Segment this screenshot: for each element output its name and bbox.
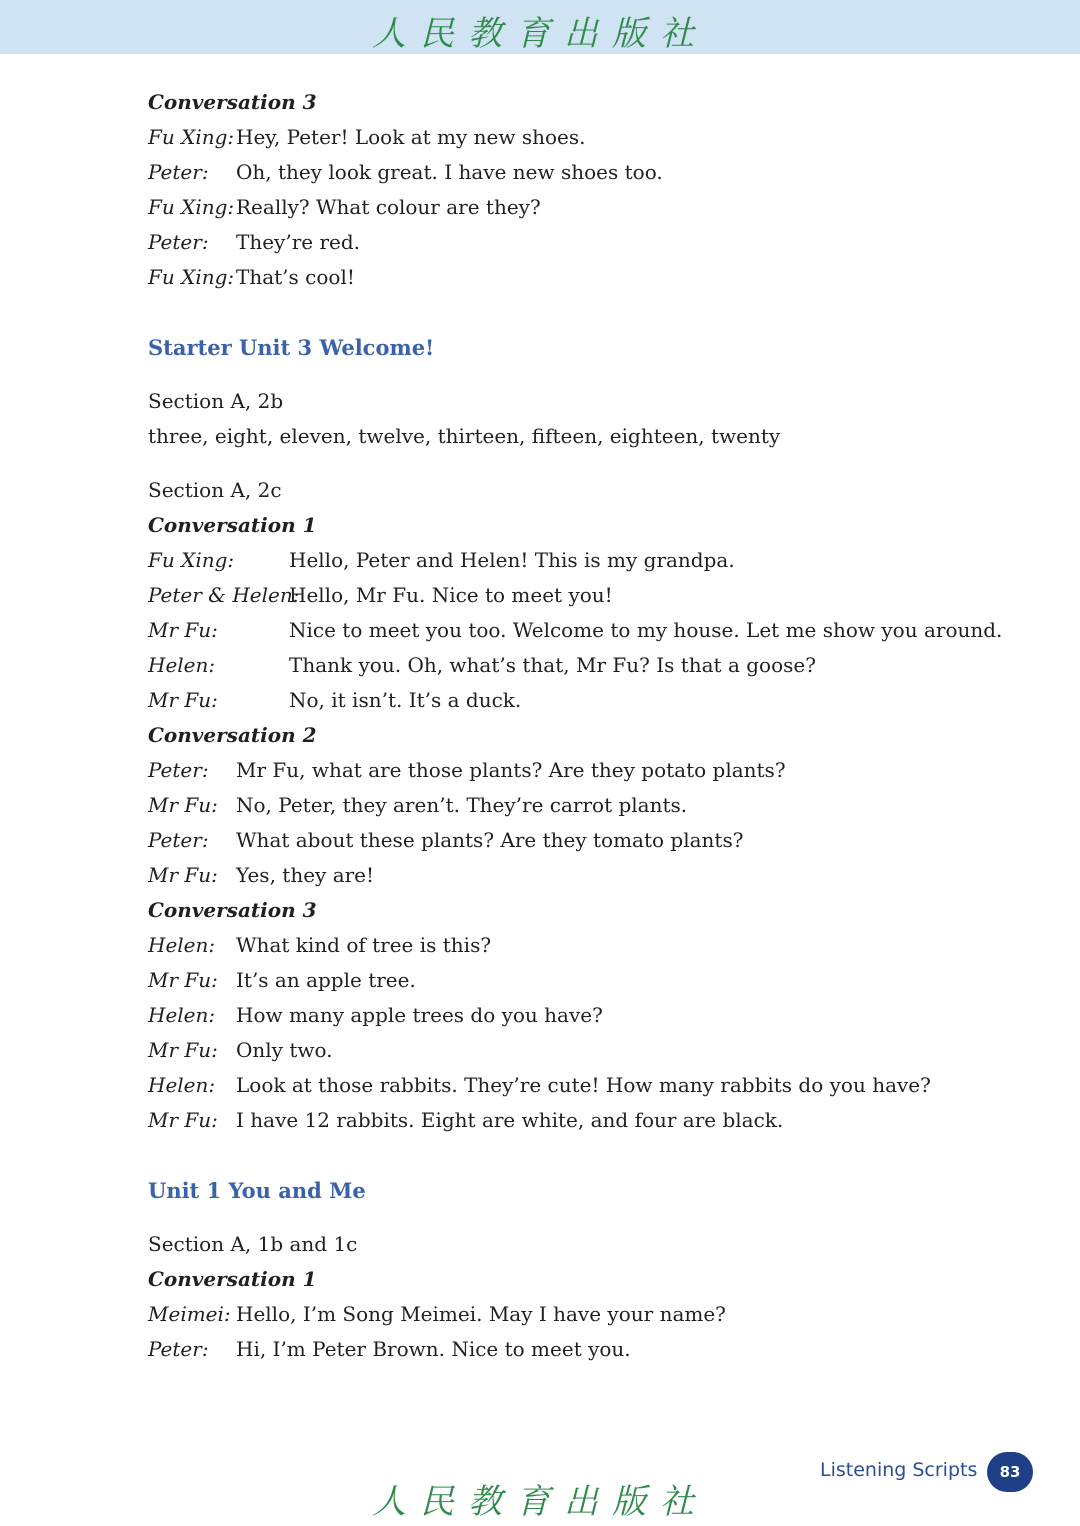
utterance: Oh, they look great. I have new shoes too.	[236, 160, 663, 184]
dialogue-line	[148, 225, 1028, 260]
section-heading: Section A, 2b	[148, 389, 284, 413]
dialogue-line	[148, 190, 1028, 225]
dialogue-line	[148, 543, 1028, 578]
speaker: Mr Fu:	[148, 1108, 218, 1132]
speaker: Peter:	[148, 1337, 209, 1361]
conversation-title: Conversation 1	[148, 1267, 317, 1291]
speaker: Fu Xing:	[148, 125, 235, 149]
speaker: Meimei:	[148, 1302, 231, 1326]
utterance: That’s cool!	[236, 265, 355, 289]
dialogue-line	[148, 613, 1028, 648]
utterance: Only two.	[236, 1038, 333, 1062]
speaker: Peter & Helen:	[148, 583, 300, 607]
utterance: No, it isn’t. It’s a duck.	[289, 688, 522, 712]
utterance: What kind of tree is this?	[236, 933, 492, 957]
utterance: Hello, Peter and Helen! This is my grandpa.	[289, 548, 735, 572]
speaker: Peter:	[148, 160, 209, 184]
speaker: Mr Fu:	[148, 618, 218, 642]
dialogue-block	[148, 753, 1028, 893]
utterance: Hi, I’m Peter Brown. Nice to meet you.	[236, 1337, 631, 1361]
dialogue-line	[148, 823, 1028, 858]
utterance: Yes, they are!	[236, 863, 375, 887]
number-list: three, eight, eleven, twelve, thirteen, fifteen, eighteen, twenty	[148, 424, 781, 448]
conversation-title: Conversation 3	[148, 90, 317, 114]
utterance: It’s an apple tree.	[236, 968, 416, 992]
dialogue-line	[148, 1297, 1028, 1332]
dialogue-line	[148, 1103, 1028, 1138]
dialogue-line	[148, 578, 1028, 613]
speaker: Peter:	[148, 828, 209, 852]
utterance: Look at those rabbits. They’re cute! How many rabbits do you have?	[236, 1073, 931, 1097]
unit-heading: Unit 1 You and Me	[148, 1178, 366, 1203]
dialogue-line	[148, 963, 1028, 998]
dialogue-line	[148, 788, 1028, 823]
dialogue-line	[148, 260, 1028, 295]
speaker: Mr Fu:	[148, 968, 218, 992]
dialogue-line	[148, 120, 1028, 155]
dialogue-line	[148, 1033, 1028, 1068]
utterance: No, Peter, they aren’t. They’re carrot plants.	[236, 793, 688, 817]
utterance: Nice to meet you too. Welcome to my house. Let me show you around.	[289, 618, 1003, 642]
speaker: Mr Fu:	[148, 793, 218, 817]
dialogue-block	[148, 120, 1028, 295]
dialogue-block	[148, 1297, 1028, 1367]
dialogue-line	[148, 1068, 1028, 1103]
footer-section-label: Listening Scripts	[820, 1459, 978, 1481]
section-heading: Section A, 1b and 1c	[148, 1232, 358, 1256]
dialogue-block	[148, 543, 1028, 718]
dialogue-line	[148, 858, 1028, 893]
utterance: They’re red.	[236, 230, 361, 254]
dialogue-line	[148, 683, 1028, 718]
page-number-badge: 83	[987, 1452, 1033, 1492]
dialogue-line	[148, 753, 1028, 788]
utterance: Hello, Mr Fu. Nice to meet you!	[289, 583, 613, 607]
utterance: How many apple trees do you have?	[236, 1003, 603, 1027]
publisher-logo-bottom: 人民教育出版社	[372, 1482, 708, 1522]
utterance: Thank you. Oh, what’s that, Mr Fu? Is that a goose?	[289, 653, 816, 677]
listening-scripts-content	[148, 85, 1028, 1367]
section-heading: Section A, 2c	[148, 478, 282, 502]
speaker: Helen:	[148, 653, 216, 677]
speaker: Peter:	[148, 758, 209, 782]
dialogue-line	[148, 1332, 1028, 1367]
conversation-title: Conversation 3	[148, 898, 317, 922]
publisher-logo-top: 人民教育出版社	[372, 14, 708, 54]
speaker: Mr Fu:	[148, 863, 218, 887]
utterance: I have 12 rabbits. Eight are white, and four are black.	[236, 1108, 784, 1132]
utterance: Hello, I’m Song Meimei. May I have your name?	[236, 1302, 726, 1326]
utterance: Really? What colour are they?	[236, 195, 541, 219]
utterance: What about these plants? Are they tomato plants?	[236, 828, 744, 852]
speaker: Mr Fu:	[148, 688, 218, 712]
dialogue-line	[148, 928, 1028, 963]
dialogue-line	[148, 155, 1028, 190]
dialogue-line	[148, 998, 1028, 1033]
dialogue-block	[148, 928, 1028, 1138]
speaker: Mr Fu:	[148, 1038, 218, 1062]
speaker: Fu Xing:	[148, 548, 235, 572]
conversation-title: Conversation 2	[148, 723, 317, 747]
speaker: Fu Xing:	[148, 265, 235, 289]
speaker: Helen:	[148, 933, 216, 957]
speaker: Helen:	[148, 1073, 216, 1097]
speaker: Fu Xing:	[148, 195, 235, 219]
dialogue-line	[148, 648, 1028, 683]
speaker: Peter:	[148, 230, 209, 254]
utterance: Hey, Peter! Look at my new shoes.	[236, 125, 586, 149]
speaker: Helen:	[148, 1003, 216, 1027]
conversation-title: Conversation 1	[148, 513, 317, 537]
unit-heading: Starter Unit 3 Welcome!	[148, 335, 435, 360]
utterance: Mr Fu, what are those plants? Are they potato plants?	[236, 758, 786, 782]
